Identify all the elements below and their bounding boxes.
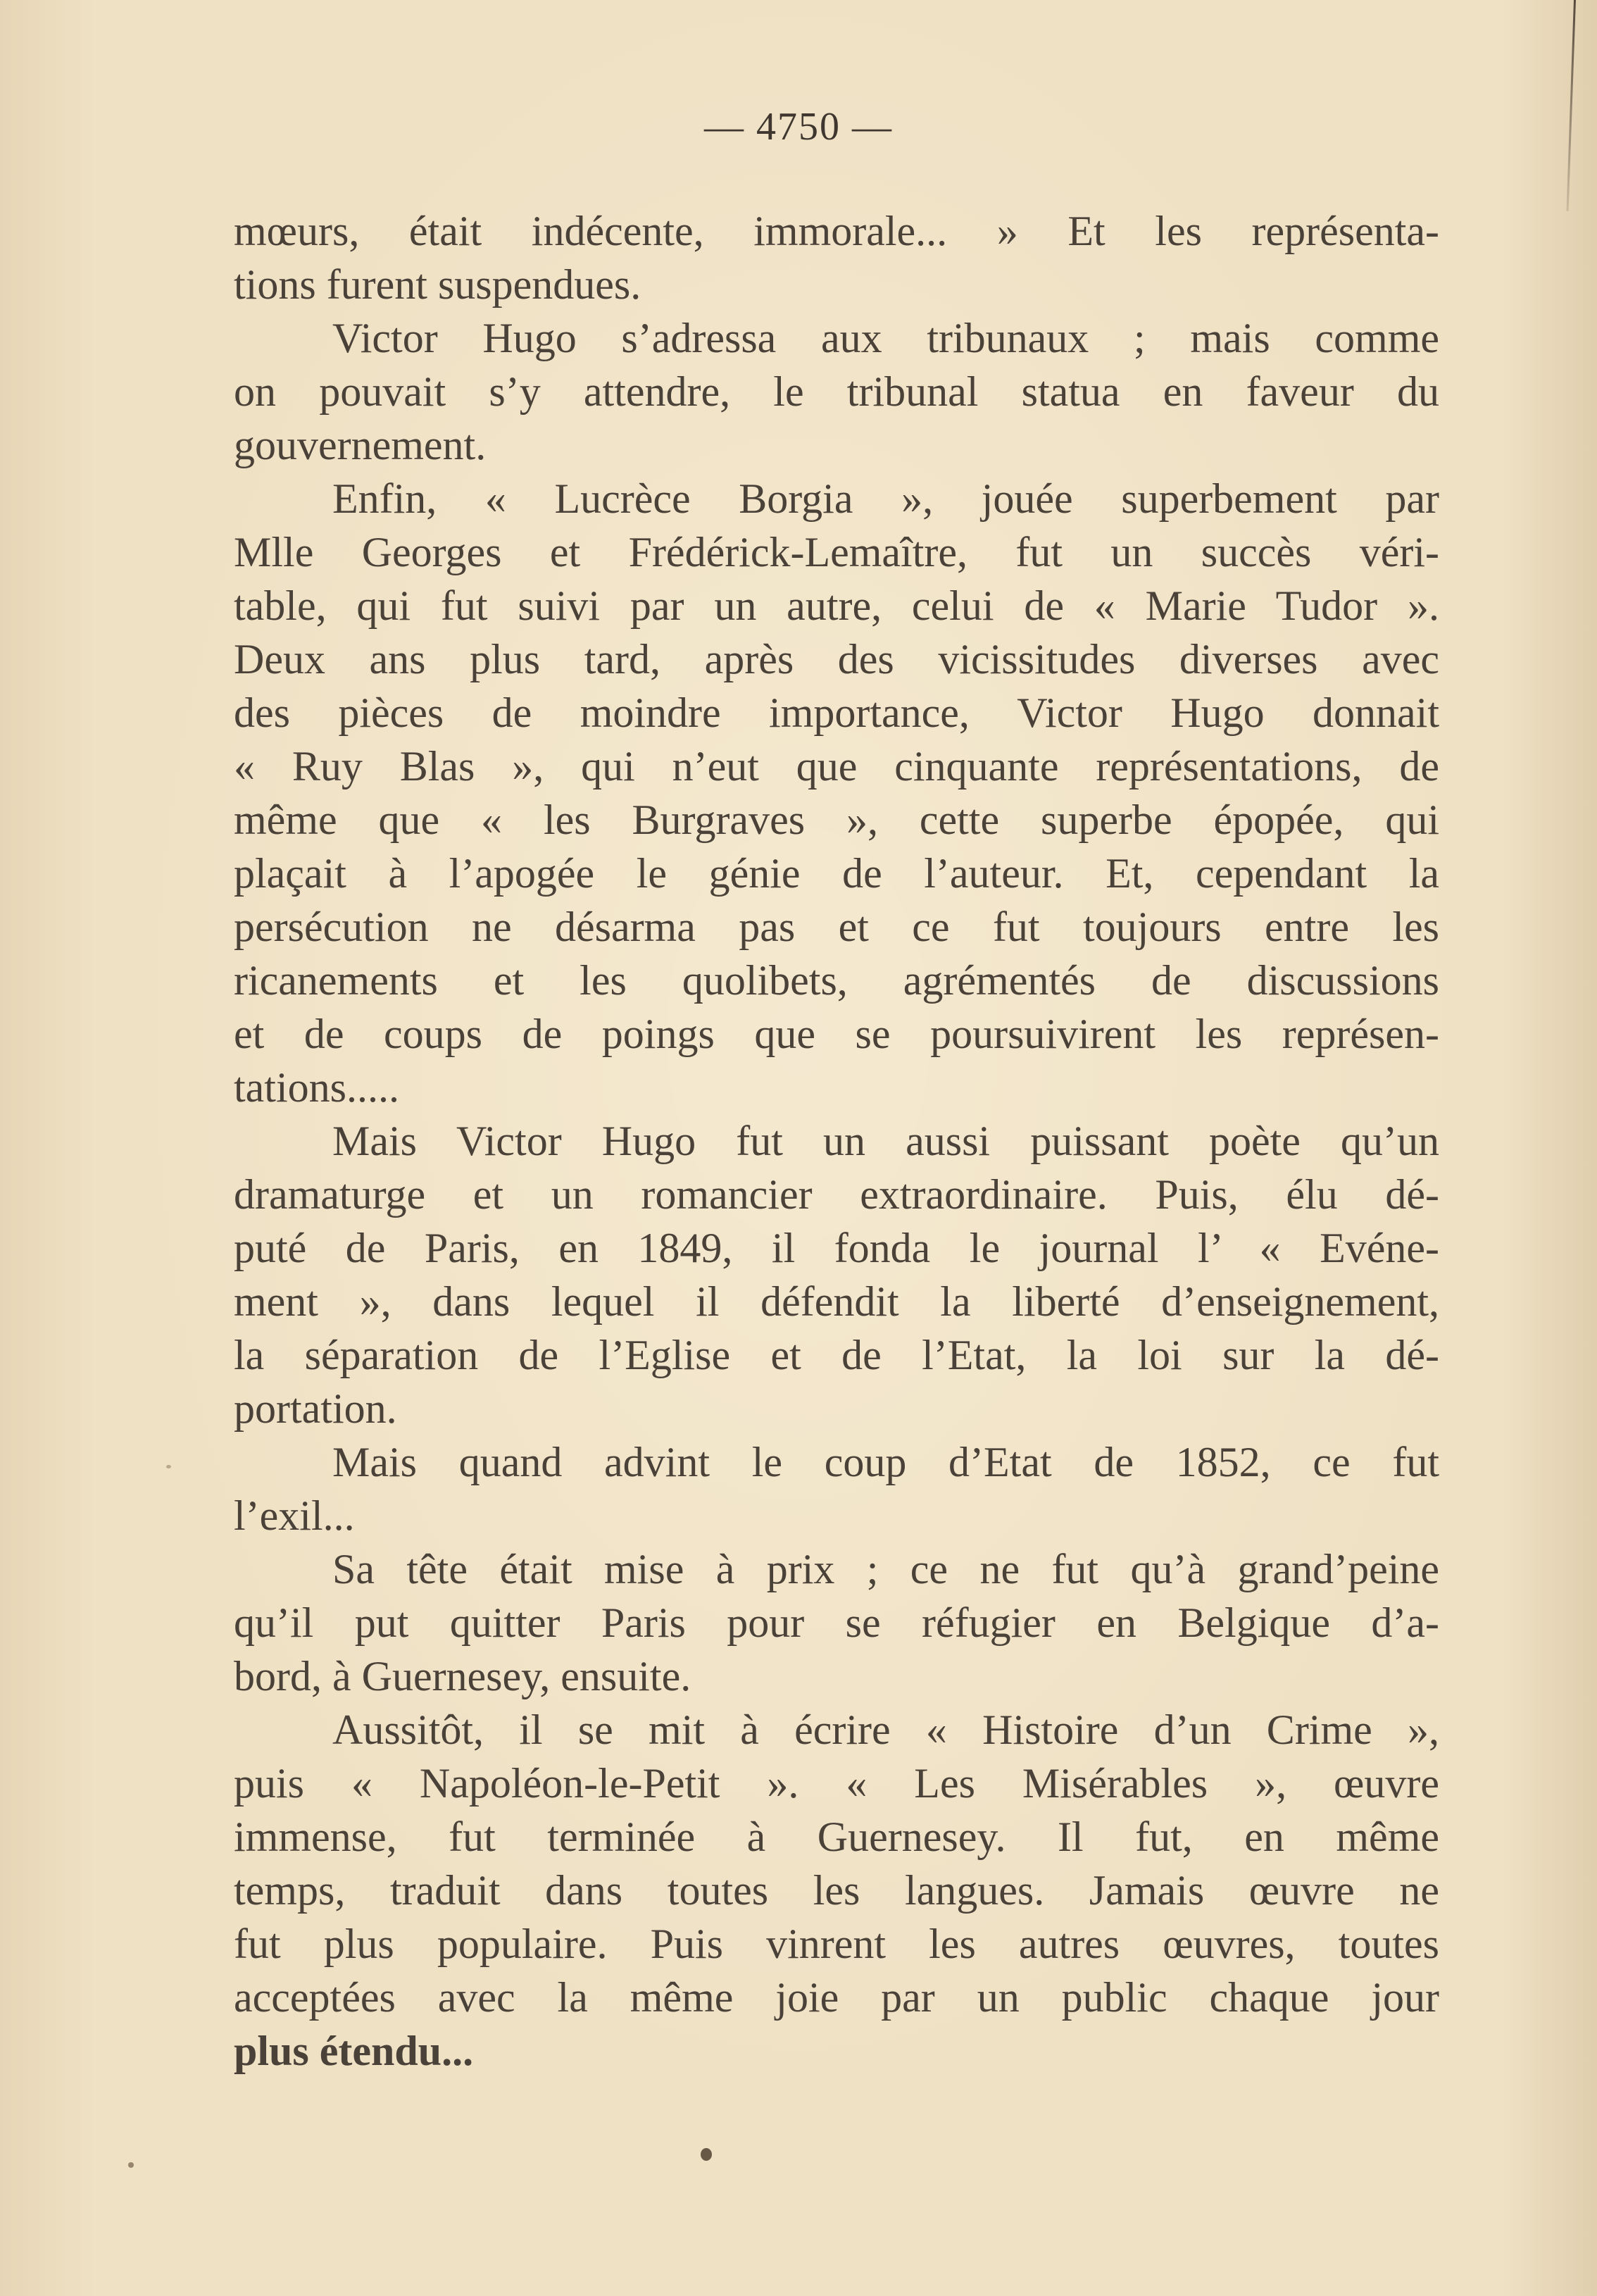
text-line: des pièces de moindre importance, Victor Hugo donnait: [234, 690, 1439, 736]
ink-spot: [166, 1465, 171, 1468]
text-line: bord, à Guernesey, ensuite.: [234, 1653, 691, 1699]
text-line: persécution ne désarma pas et ce fut toujours entre les: [234, 904, 1439, 950]
text-line: gouvernement.: [234, 422, 487, 468]
text-line: temps, traduit dans toutes les langues. Jamais œuvre ne: [234, 1867, 1439, 1914]
text-line: même que « les Burgraves », cette superbe épopée, qui: [234, 797, 1439, 843]
text-line: l’exil...: [234, 1492, 355, 1539]
text-line: dramaturge et un romancier extraordinaire. Puis, élu dé-: [234, 1171, 1439, 1218]
text-line: immense, fut terminée à Guernesey. Il fut, en même: [234, 1814, 1439, 1860]
text-line: et de coups de poings que se poursuivirent les représen-: [234, 1011, 1439, 1057]
text-line: ment », dans lequel il défendit la liberté d’enseignement,: [234, 1278, 1439, 1325]
ink-spot: [128, 2162, 134, 2168]
text-line: puté de Paris, en 1849, il fonda le journal l’ « Evéne-: [234, 1225, 1439, 1271]
text-line: acceptées avec la même joie par un public chaque jour: [234, 1974, 1439, 2021]
text-line: puis « Napoléon-le-Petit ». « Les Misérables », œuvre: [234, 1760, 1439, 1807]
text-line: on pouvait s’y attendre, le tribunal statua en faveur du: [234, 368, 1439, 415]
text-line: Mais Victor Hugo fut un aussi puissant poète qu’un: [332, 1118, 1439, 1164]
body-text: [234, 204, 1439, 2078]
text-line: mœurs, était indécente, immorale... » Et les représenta-: [234, 208, 1439, 254]
text-line: portation.: [234, 1385, 397, 1432]
text-line: plus étendu...: [234, 2028, 474, 2074]
text-line: la séparation de l’Eglise et de l’Etat, la loi sur la dé-: [234, 1332, 1439, 1378]
text-line: Deux ans plus tard, après des vicissitudes diverses avec: [234, 636, 1439, 682]
text-line: tions furent suspendues.: [234, 261, 641, 308]
text-line: tations.....: [234, 1064, 399, 1111]
text-line: fut plus populaire. Puis vinrent les autres œuvres, toutes: [234, 1921, 1439, 1967]
text-line: ricanements et les quolibets, agrémentés de discussions: [234, 957, 1439, 1004]
text-line: plaçait à l’apogée le génie de l’auteur. Et, cependant la: [234, 850, 1439, 897]
text-line: « Ruy Blas », qui n’eut que cinquante représentations, de: [234, 743, 1439, 790]
text-line: Mais quand advint le coup d’Etat de 1852, ce fut: [332, 1439, 1439, 1485]
text-line: table, qui fut suivi par un autre, celui de « Marie Tudor ».: [234, 582, 1439, 629]
ink-spot: [701, 2148, 712, 2161]
text-line: Victor Hugo s’adressa aux tribunaux ; mais comme: [332, 315, 1439, 361]
text-line: Sa tête était mise à prix ; ce ne fut qu’à grand’peine: [332, 1546, 1439, 1592]
text-line: Enfin, « Lucrèce Borgia », jouée superbement par: [332, 475, 1439, 522]
text-line: Mlle Georges et Frédérick-Lemaître, fut un succès véri-: [234, 529, 1439, 575]
text-line: qu’il put quitter Paris pour se réfugier en Belgique d’a-: [234, 1599, 1439, 1646]
page-number: — 4750 —: [704, 105, 893, 149]
text-line: Aussitôt, il se mit à écrire « Histoire d’un Crime »,: [332, 1707, 1439, 1753]
